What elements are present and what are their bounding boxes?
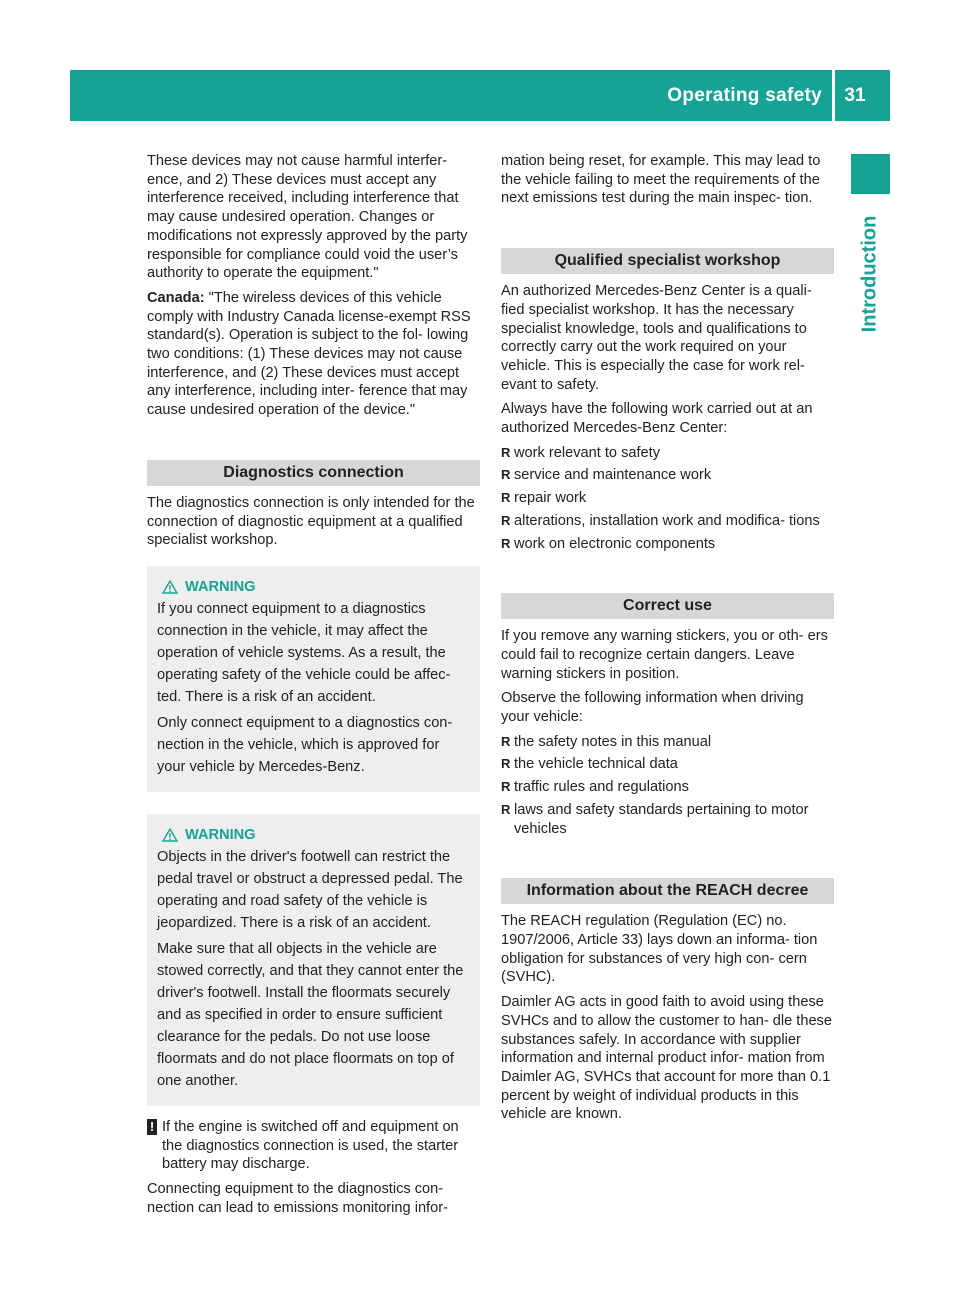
list-item-text: the safety notes in this manual <box>514 733 712 750</box>
canada-text: "The wireless devices of this vehicle comply with Industry Canada license-exempt RSS standard(s). Operation is subject to the fol- lowing two conditions: (1) These devices may not cause interference, and (2) These devices must accept any interference, including inter- ference that may cause undesired operation of the device." <box>147 289 471 419</box>
bullet-mark: R <box>501 756 511 772</box>
intro-paragraph: These devices may not cause harmful interfer- ence, and 2) These devices must accept any interference received, including interference that may cause undesired operation. Changes or modifications not expressly approved by the party responsible for compliance could void the user’s authority to operate the equipment." <box>147 153 468 282</box>
warning-triangle-icon <box>162 580 178 594</box>
warning-triangle-icon <box>162 828 178 842</box>
exclamation-icon: ! <box>147 1119 157 1135</box>
list-item-text: alterations, installation work and modifica- tions <box>514 512 820 529</box>
workshop-paragraph: An authorized Mercedes-Benz Center is a quali- fied specialist workshop. It has the necessary specialist knowledge, tools and qualifications to correctly carry out the work required on your vehicle. This is especially the case for work rel- evant to safety. <box>501 283 812 393</box>
diagnostics-paragraph: The diagnostics connection is only intended for the connection of diagnostic equipment at a qualified specialist workshop. <box>147 494 475 549</box>
list-item <box>501 444 834 463</box>
list-item-text: repair work <box>514 490 587 507</box>
page-number: 31 <box>844 85 866 106</box>
correct-use-paragraph: If you remove any warning stickers, you or oth- ers could fail to recognize certain dangers. Leave warning stickers in position. <box>501 628 828 682</box>
warning-box <box>147 566 480 792</box>
list-item-text: work on electronic components <box>514 535 716 552</box>
correct-use-paragraph: Observe the following information when driving your vehicle: <box>501 690 804 726</box>
bullet-mark: R <box>501 467 511 483</box>
bullet-mark: R <box>501 779 511 795</box>
right-column <box>501 152 834 1130</box>
warning-label: WARNING <box>185 826 256 843</box>
warning-label: WARNING <box>185 578 256 595</box>
reach-paragraph: Daimler AG acts in good faith to avoid using these SVHCs and to allow the customer to han- dle these substances safely. In accordance with supplier information and internal product infor- mation from Daimler AG, SVHCs that account for more than 0.1 percent by weight of individual products in this vehicle are known. <box>501 994 832 1123</box>
warning-box <box>147 814 480 1106</box>
list-item <box>501 778 834 797</box>
side-tab-label: Introduction <box>858 215 881 333</box>
section-heading-correct-use: Correct use <box>501 593 834 619</box>
list-item-text: the vehicle technical data <box>514 756 678 773</box>
section-heading-workshop: Qualified specialist workshop <box>501 248 834 274</box>
notice-paragraph <box>147 1118 480 1174</box>
list-item <box>501 466 834 485</box>
correct-use-list <box>501 733 834 839</box>
canada-paragraph <box>147 289 480 420</box>
workshop-list <box>501 444 834 554</box>
list-item-text: service and maintenance work <box>514 467 712 484</box>
warning-paragraph: Objects in the driver's footwell can restrict the pedal travel or obstruct a depressed pedal. The operating and road safety of the vehicle is jeopardized. There is a risk of an accident. <box>157 848 463 931</box>
list-item <box>501 733 834 752</box>
page-title: Operating safety <box>667 85 822 106</box>
final-paragraph: Connecting equipment to the diagnostics con- nection can lead to emissions monitoring infor- <box>147 1181 448 1216</box>
side-tab-marker <box>851 154 890 194</box>
list-item <box>501 801 834 838</box>
notice-text: If the engine is switched off and equipment on the diagnostics connection is used, the starter battery may discharge. <box>162 1118 459 1173</box>
warning-heading <box>162 824 470 846</box>
reach-paragraph: The REACH regulation (Regulation (EC) no. 1907/2006, Article 33) lays down an informa- tion obligation for substances of very high con- cern (SVHC). <box>501 913 818 986</box>
bullet-mark: R <box>501 733 511 749</box>
list-item <box>501 535 834 554</box>
warning-paragraph: If you connect equipment to a diagnostics connection in the vehicle, it may affect the operation of vehicle systems. As a result, the operating safety of the vehicle could be affec- ted. There is a risk of an accident. <box>157 600 451 705</box>
list-item <box>501 755 834 774</box>
section-heading-reach: Information about the REACH decree <box>501 878 834 904</box>
list-item <box>501 489 834 508</box>
left-column <box>147 152 480 1223</box>
warning-paragraph: Make sure that all objects in the vehicle are stowed correctly, and that they cannot enter the driver's footwell. Install the floormats securely and as specified in order to ensure sufficient clearance for the pedals. Do not use loose floormats and do not place floormats on top of one another. <box>157 940 464 1089</box>
workshop-paragraph: Always have the following work carried out at an authorized Mercedes-Benz Center: <box>501 401 813 437</box>
bullet-mark: R <box>501 535 511 551</box>
section-heading-diagnostics: Diagnostics connection <box>147 460 480 486</box>
bullet-mark: R <box>501 801 511 817</box>
continuation-paragraph: mation being reset, for example. This may lead to the vehicle failing to meet the requirements of the next emissions test during the main inspec- tion. <box>501 153 821 207</box>
canada-label: Canada: <box>147 289 205 306</box>
list-item-text: traffic rules and regulations <box>514 779 689 796</box>
warning-paragraph: Only connect equipment to a diagnostics con- nection in the vehicle, which is approved for your vehicle by Mercedes-Benz. <box>157 714 453 775</box>
bullet-mark: R <box>501 444 511 460</box>
bullet-mark: R <box>501 512 511 528</box>
list-item-text: work relevant to safety <box>514 444 661 461</box>
list-item <box>501 512 834 531</box>
bullet-mark: R <box>501 490 511 506</box>
warning-heading <box>162 576 470 598</box>
list-item-text: laws and safety standards pertaining to motor vehicles <box>514 801 809 837</box>
